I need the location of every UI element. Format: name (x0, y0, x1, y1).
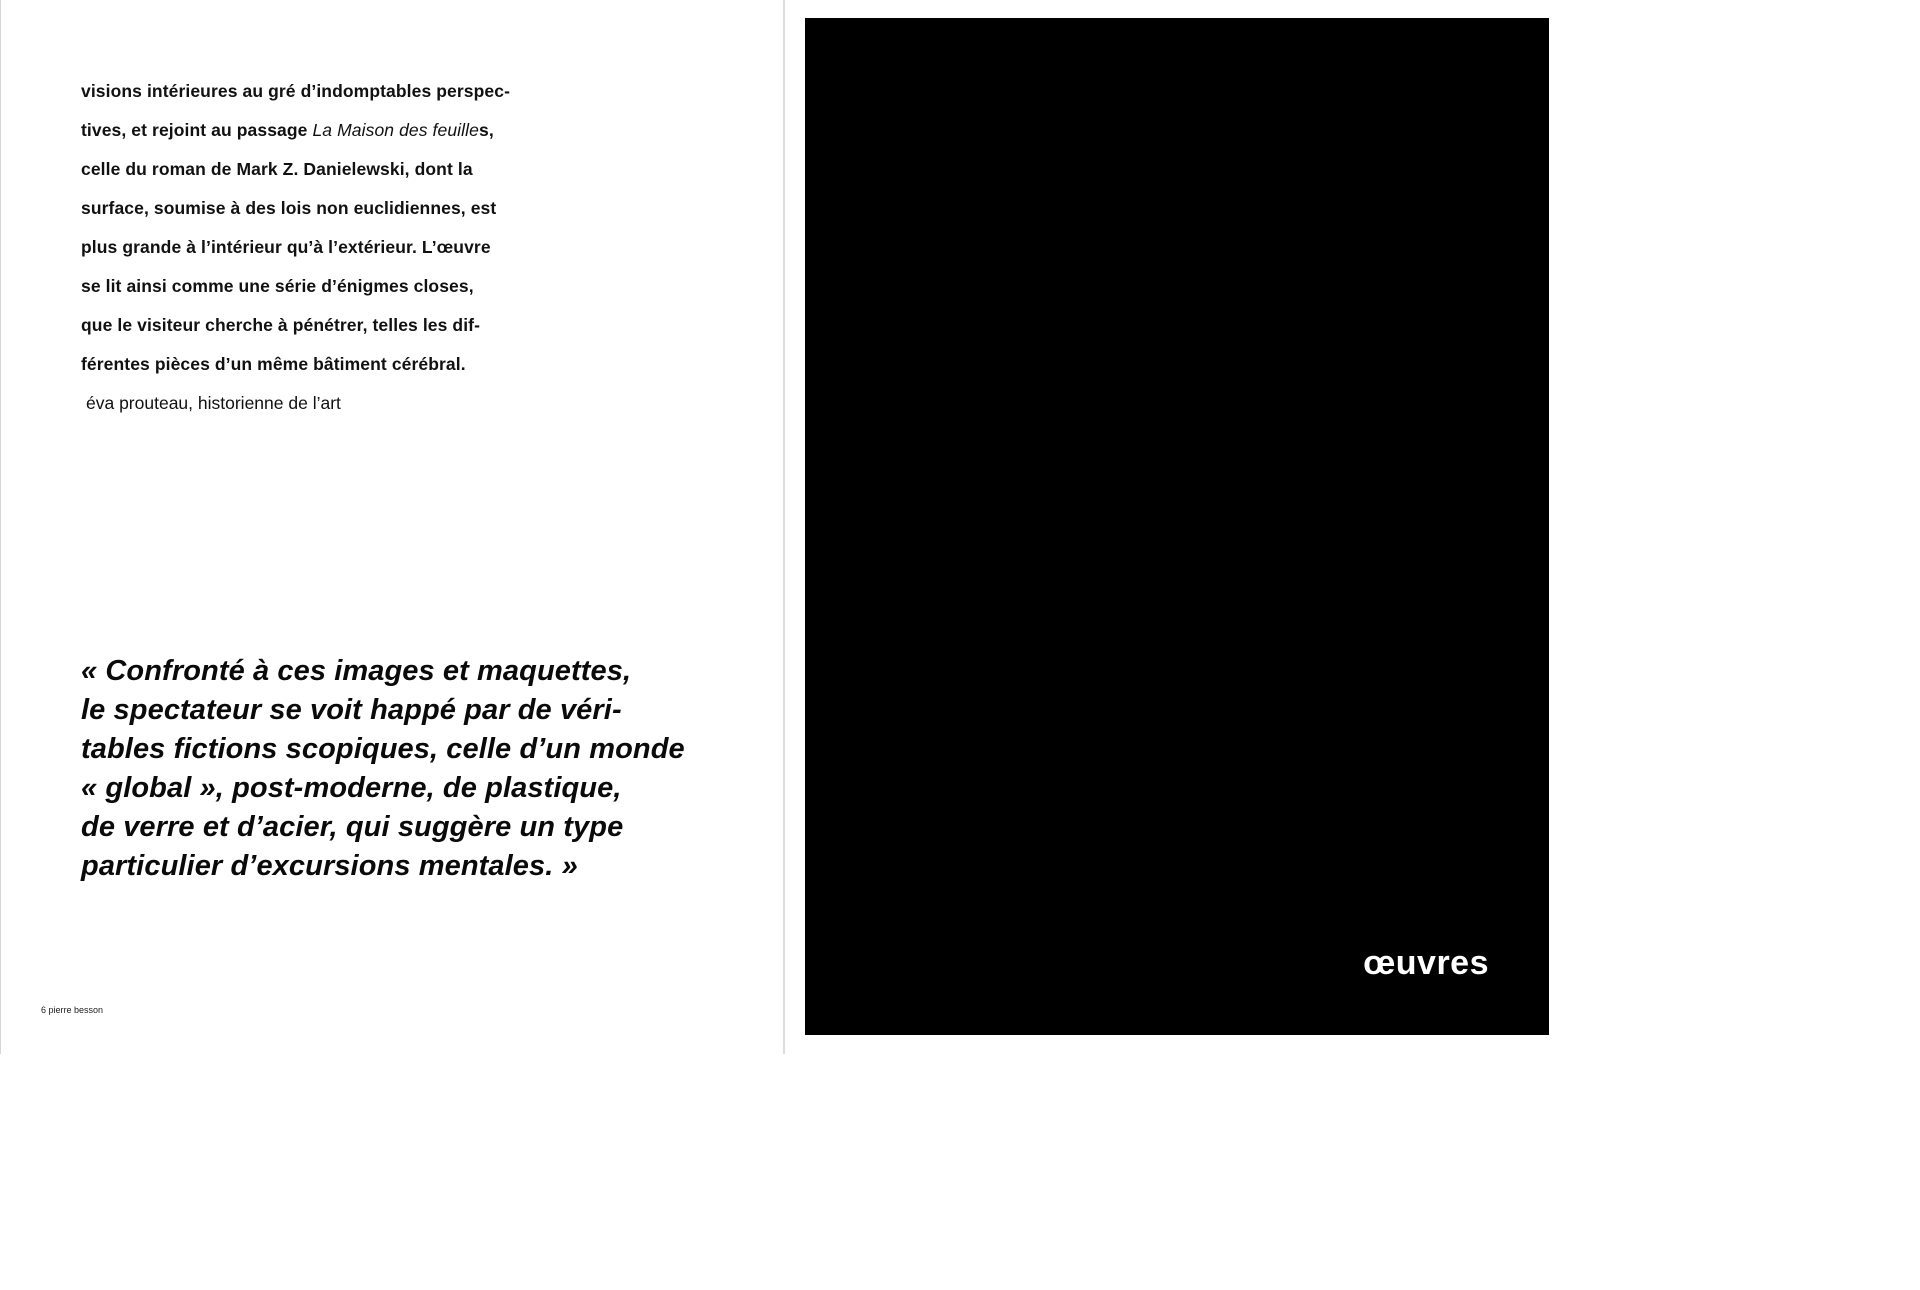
attribution: éva prouteau, historienne de l’art (86, 393, 341, 413)
section-label: œuvres (1363, 944, 1489, 982)
pull-quote (81, 652, 741, 886)
left-page (0, 0, 783, 1054)
pull-quote-line: « global », post-moderne, de plastique, (81, 772, 622, 804)
body-line (81, 111, 561, 150)
pull-quote-line: le spectateur se voit happé par de véri- (81, 694, 622, 726)
body-text (81, 72, 561, 384)
body-line: que le visiteur cherche à pénétrer, telles les dif- (81, 315, 481, 335)
page-folio: 6 pierre besson (41, 1005, 104, 1015)
body-line: celle du roman de Mark Z. Danielewski, dont la (81, 159, 473, 179)
body-line-tail: s, (478, 120, 494, 140)
pull-quote-line: particulier d’excursions mentales. » (81, 850, 578, 882)
book-title: La Maison des feuille (312, 120, 479, 140)
body-line-text: tives, et rejoint au passage (81, 120, 313, 140)
pull-quote-line: de verre et d’acier, qui suggère un type (81, 811, 624, 843)
body-line: visions intérieures au gré d’indomptables perspec- (81, 81, 511, 101)
body-line: férentes pièces d’un même bâtiment cérébral. (81, 354, 466, 374)
body-line: plus grande à l’intérieur qu’à l’extérieur. L’œuvre (81, 237, 491, 257)
body-line: se lit ainsi comme une série d’énigmes closes, (81, 276, 474, 296)
pull-quote-line: tables fictions scopiques, celle d’un monde (81, 733, 685, 765)
pull-quote-line: « Confronté à ces images et maquettes, (81, 655, 632, 687)
body-line: surface, soumise à des lois non euclidiennes, est (81, 198, 497, 218)
black-panel (805, 18, 1549, 1035)
